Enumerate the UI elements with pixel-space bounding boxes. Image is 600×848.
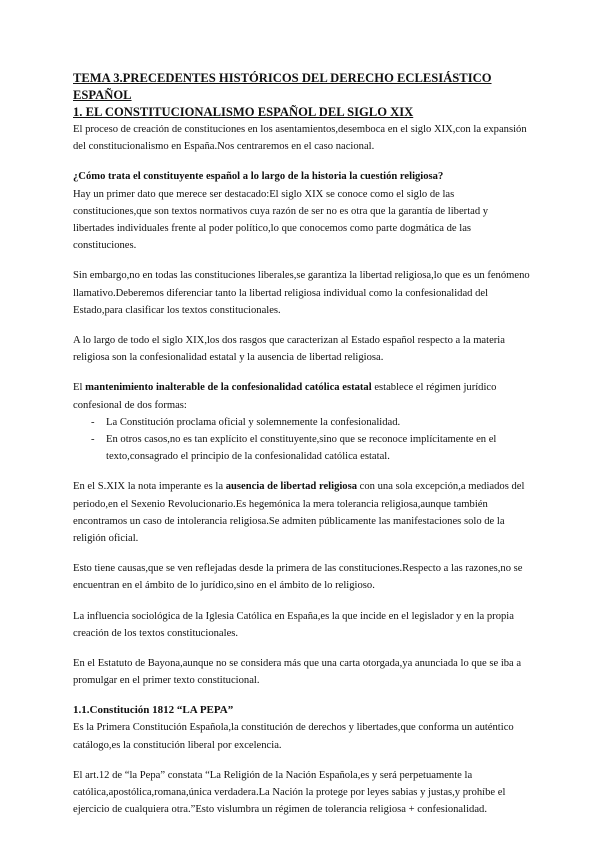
paragraph-4-post: establece el régimen jurídico confesional de dos formas: xyxy=(73,382,497,411)
list-item: - La Constitución proclama oficial y solemnemente la confesionalidad. xyxy=(73,414,531,431)
paragraph-6: Esto tiene causas,que se ven reflejadas desde la primera de las constituciones.Respecto a las razones,no se encuentran en el ámbito de lo jurídico,sino en el ámbito de lo religioso. xyxy=(73,563,523,592)
paragraph-3: A lo largo de todo el siglo XIX,los dos rasgos que caracterizan al Estado español respecto a la materia religiosa son la confesionalidad estatal y la ausencia de libertad religiosa. xyxy=(73,335,505,364)
paragraph-1: Hay un primer dato que merece ser destacado:El siglo XIX se conoce como el siglo de las constituciones,que son textos normativos cuya razón de ser no es otra que la garantía de libertad y libertades individuales frente al poder político,lo que conocemos como parte dogmática de las constituciones. xyxy=(73,188,489,252)
paragraph-9: Es la Primera Constitución Española,la constitución de derechos y libertades,que conforma un auténtico catálogo,es la constitución liberal por excelencia. xyxy=(73,722,514,751)
paragraph-2: Sin embargo,no en todas las constituciones liberales,se garantiza la libertad religiosa,lo que es un fenómeno llamativo.Deberemos diferenciar tanto la libertad religiosa individual como la confesionalidad del Estado,para clasificar los textos constitucionales. xyxy=(73,270,530,316)
paragraph-5-bold: ausencia de libertad religiosa xyxy=(225,481,358,493)
question-heading: ¿Cómo trata el constituyente español a lo largo de la historia la cuestión religiosa? xyxy=(73,171,444,183)
subsection-heading: 1.1.Constitución 1812 “LA PEPA” xyxy=(73,704,234,717)
paragraph-10: El art.12 de “la Pepa” constata “La Religión de la Nación Española,es y será perpetuamente la católica,apostólica,romana,única verdadera.La Nación la protege por leyes sabias y justas,y prohíbe el ejercicio de cualquiera otra.”Esto vislumbra un régimen de tolerancia religiosa + confesionalidad. xyxy=(73,769,506,816)
document-page xyxy=(73,70,531,832)
paragraph-5 xyxy=(73,478,531,547)
paragraph-4-pre: El xyxy=(73,382,86,394)
list-item: - En otros casos,no es tan explícito el constituyente,sino que se reconoce implícitamente en el texto,consagrado el principio de la confesionalidad católica estatal. xyxy=(73,431,531,465)
chapter-title: TEMA 3.PRECEDENTES HISTÓRICOS DEL DERECHO ECLESIÁSTICO ESPAÑOL xyxy=(73,71,492,102)
paragraph-5-post: con una sola excepción,a mediados del periodo,en el Sexenio Revolucionario.Es hegemónica la mera tolerancia religiosa,aunque también encontramos un caso de intolerancia religiosa.Se admiten públicamente las manifestaciones solo de la religión oficial. xyxy=(73,481,525,545)
paragraph-4 xyxy=(73,379,531,413)
paragraph-8: En el Estatuto de Bayona,aunque no se considera más que una carta otorgada,ya anunciada lo que se iba a promulgar en el primer texto constitucional. xyxy=(73,658,522,687)
paragraph-7: La influencia sociológica de la Iglesia Católica en España,es la que incide en el legislador y en la propia creación de los textos constitucionales. xyxy=(73,610,514,639)
intro-paragraph: El proceso de creación de constituciones en los asentamientos,desemboca en el siglo XIX,con la expansión del constitucionalismo en España.Nos centraremos en el caso nacional. xyxy=(73,124,527,153)
dash-list xyxy=(73,414,531,466)
section-title: 1. EL CONSTITUCIONALISMO ESPAÑOL DEL SIGLO XIX xyxy=(73,105,414,119)
paragraph-5-pre: En el S.XIX la nota imperante es la xyxy=(73,481,226,493)
paragraph-4-bold: mantenimiento inalterable de la confesionalidad católica estatal xyxy=(85,382,372,394)
